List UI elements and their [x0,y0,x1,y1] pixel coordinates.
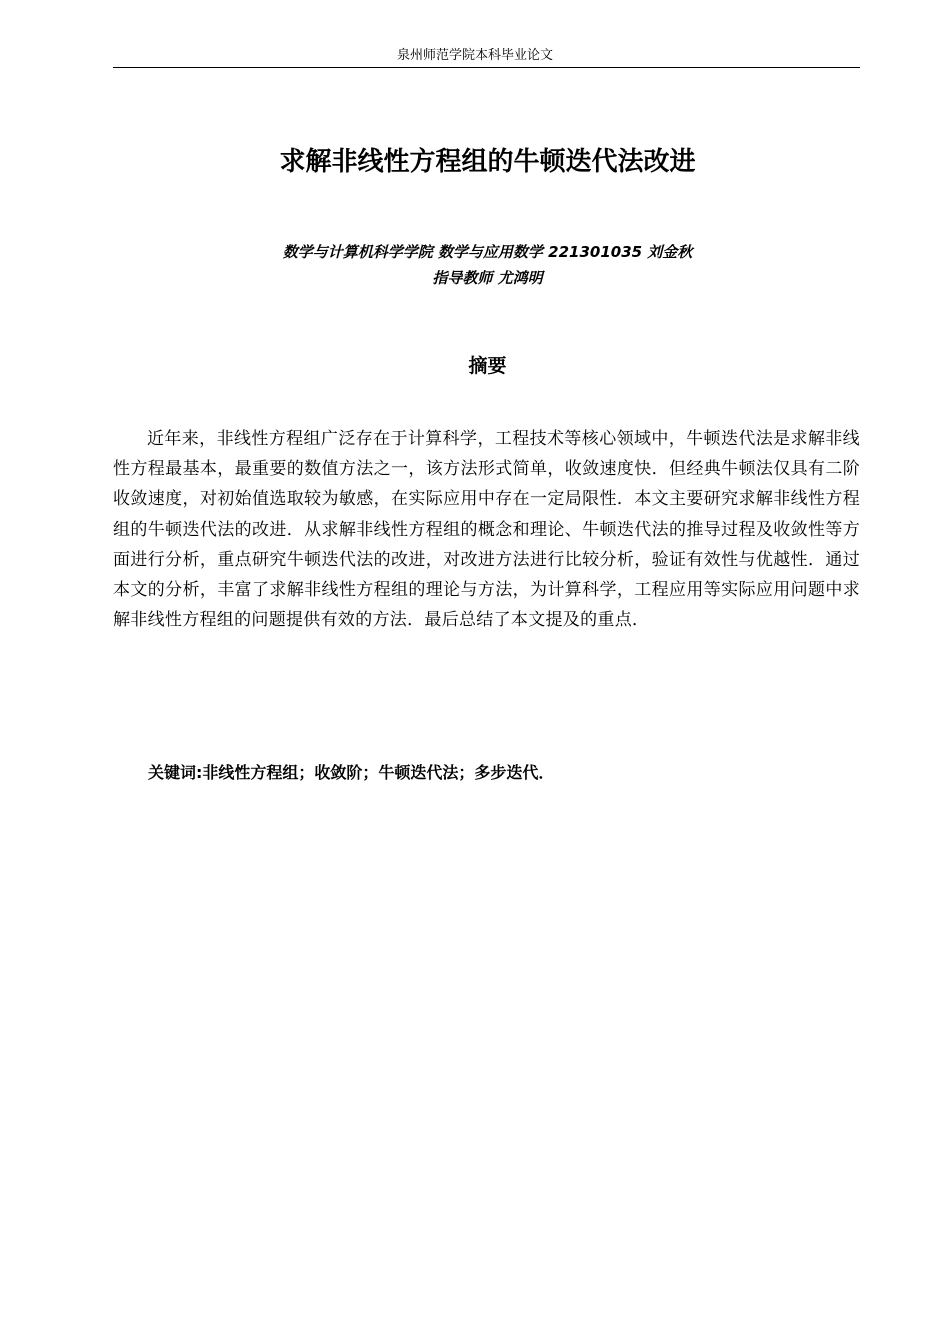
header-divider [113,67,860,68]
abstract-heading: 摘要 [468,355,507,377]
advisor-line: 指导教师 尤鸿明 [432,269,543,287]
author-affiliation: 数学与计算机科学学院 数学与应用数学 221301035 刘金秋 [282,243,693,261]
paper-title: 求解非线性方程组的牛顿迭代法改进 [279,147,696,177]
abstract-body: 近年来，非线性方程组广泛存在于计算科学，工程技术等核心领域中，牛顿迭代法是求解非线性方程最基本，最重要的数值方法之一，该方法形式简单，收敛速度快．但经典牛顿法仅具有二阶收敛速度，对初始值选取较为敏感，在实际应用中存在一定局限性．本文主要研究求解非线性方程组的牛顿迭代法的改进．从求解非线性方程组的概念和理论、牛顿迭代法的推导过程及收敛性等方面进行分析，重点研究牛顿迭代法的改进，对改进方法进行比较分析，验证有效性与优越性．通过本文的分析，丰富了求解非线性方程组的理论与方法，为计算科学，工程应用等实际应用问题中求解非线性方程组的问题提供有效的方法．最后总结了本文提及的重点． [113,429,860,631]
keywords: 关键词:非线性方程组；收敛阶；牛顿迭代法；多步迭代． [148,763,555,782]
running-header: 泉州师范学院本科毕业论文 [396,48,553,63]
